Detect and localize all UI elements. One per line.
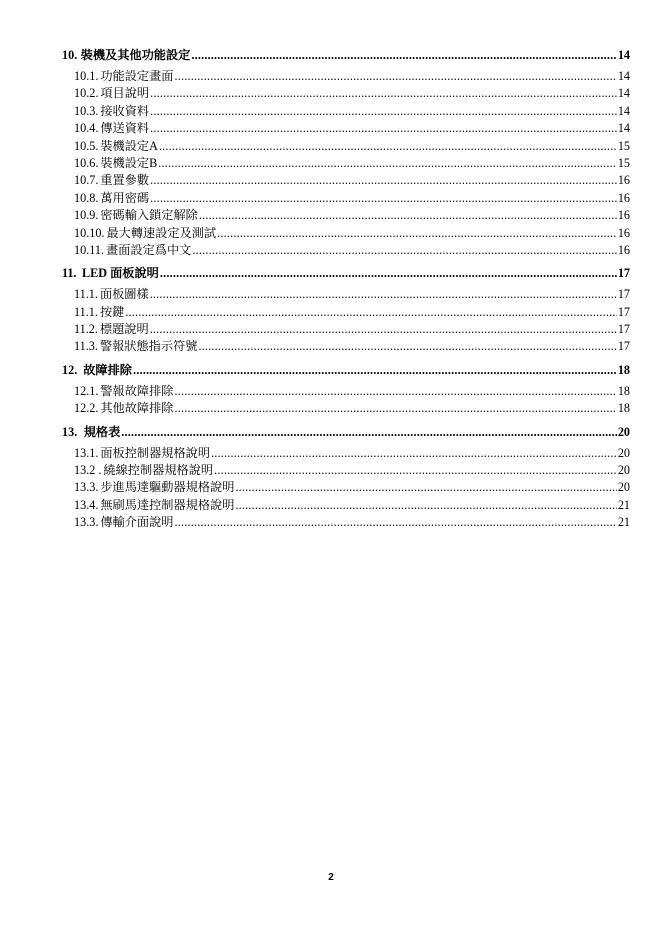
dot-leader — [175, 383, 617, 400]
section-page-number: 16 — [617, 242, 630, 257]
section-number: 10.2. — [74, 86, 99, 101]
section-number: 13.2 . — [74, 463, 102, 478]
dot-leader — [199, 207, 617, 224]
section-page-number: 20 — [617, 480, 630, 495]
section-number: 13.3. — [74, 515, 99, 530]
dot-leader — [125, 304, 617, 321]
section-title: 傳送資料 — [100, 121, 150, 136]
section-number: 10.6. — [74, 155, 99, 170]
section-page-number: 21 — [617, 515, 630, 530]
dot-leader — [159, 138, 617, 155]
section-number: 13.4. — [74, 497, 99, 512]
toc-section-entry[interactable] — [62, 207, 630, 224]
section-page-number: 14 — [617, 86, 630, 101]
dot-leader — [150, 172, 617, 189]
section-page-number: 18 — [617, 401, 630, 416]
chapter-page-number: 14 — [617, 48, 630, 62]
section-page-number: 20 — [617, 463, 630, 478]
dot-leader — [211, 445, 617, 462]
section-number: 10.7. — [74, 173, 99, 188]
section-title: 按鍵 — [99, 304, 125, 319]
section-title: 密碼輸入鎖定解除 — [100, 208, 198, 223]
dot-leader — [191, 46, 616, 64]
chapter-page-number: 17 — [617, 266, 630, 281]
dot-leader — [235, 497, 616, 514]
chapter-title: 裝機及其他功能設定 — [80, 48, 191, 62]
section-number: 11.2. — [74, 322, 98, 337]
toc-section-entry[interactable] — [62, 155, 630, 172]
chapter-page-number: 18 — [617, 362, 630, 377]
toc-section-entry[interactable] — [62, 242, 630, 259]
section-page-number: 17 — [617, 322, 630, 337]
dot-leader — [150, 321, 617, 338]
toc-section-entry[interactable] — [62, 120, 630, 137]
section-title: 無刷馬達控制器規格說明 — [100, 497, 235, 512]
section-page-number: 17 — [617, 287, 630, 302]
section-page-number: 15 — [617, 155, 630, 170]
chapter-number: 10. — [62, 48, 78, 62]
chapter-title: 規格表 — [83, 424, 121, 439]
chapter-number: 11. — [62, 266, 77, 281]
dot-leader — [150, 120, 617, 137]
dot-leader — [175, 68, 617, 85]
section-number: 13.1. — [74, 445, 99, 460]
section-title: 接收資料 — [100, 103, 150, 118]
dot-leader — [175, 514, 617, 531]
toc-section-entry[interactable] — [62, 383, 630, 400]
toc-section-entry[interactable] — [62, 286, 630, 303]
chapter-page-number: 20 — [617, 424, 630, 439]
section-page-number: 18 — [617, 383, 630, 398]
section-page-number: 14 — [617, 69, 630, 83]
toc-section-entry[interactable] — [62, 338, 630, 355]
toc-section-entry[interactable] — [62, 85, 630, 102]
section-number: 10.11. — [74, 242, 105, 257]
section-title: 萬用密碼 — [100, 190, 150, 205]
dot-leader — [133, 361, 617, 379]
dot-leader — [192, 242, 616, 259]
section-number: 13.3. — [74, 480, 99, 495]
section-title: 標題說明 — [99, 322, 149, 337]
toc-section-entry[interactable] — [62, 172, 630, 189]
section-number: 11.3. — [74, 339, 98, 354]
section-page-number: 14 — [617, 103, 630, 118]
section-title: 步進馬達驅動器規格說明 — [100, 480, 235, 495]
section-title: 最大轉速設定及測試 — [106, 225, 217, 240]
section-page-number: 14 — [617, 121, 630, 136]
section-number: 10.3. — [74, 103, 99, 118]
dot-leader — [160, 264, 617, 282]
section-page-number: 15 — [617, 138, 630, 153]
dot-leader — [150, 103, 617, 120]
toc-section-entry[interactable] — [62, 462, 630, 479]
section-title: 面板控制器規格說明 — [100, 445, 211, 460]
toc-section-entry[interactable] — [62, 304, 630, 321]
section-title: 畫面設定爲中文 — [106, 242, 192, 257]
section-title: 其他故障排除 — [100, 401, 174, 416]
section-page-number: 16 — [617, 225, 630, 240]
section-title: 功能設定畫面 — [100, 69, 174, 83]
section-number: 10.8. — [74, 190, 99, 205]
chapter-title: LED 面板說明 — [82, 266, 159, 281]
toc-chapter-entry[interactable] — [62, 361, 630, 379]
section-title: 繞線控制器規格說明 — [103, 463, 214, 478]
section-number: 11.1. — [74, 287, 98, 302]
toc-section-entry[interactable] — [62, 400, 630, 417]
toc-section-entry[interactable] — [62, 190, 630, 207]
section-page-number: 17 — [617, 304, 630, 319]
section-page-number: 16 — [617, 173, 630, 188]
section-number: 10.1. — [74, 69, 99, 83]
section-number: 12.2. — [74, 401, 99, 416]
section-page-number: 16 — [617, 190, 630, 205]
toc-section-entry[interactable] — [62, 497, 630, 514]
toc-section-entry[interactable] — [62, 445, 630, 462]
dot-leader — [175, 400, 617, 417]
section-title: 裝機設定A — [100, 138, 158, 153]
chapter-number: 13. — [62, 424, 78, 439]
section-title: 裝機設定B — [100, 155, 158, 170]
toc-section-entry[interactable] — [62, 103, 630, 120]
dot-leader — [198, 338, 616, 355]
section-number: 10.4. — [74, 121, 99, 136]
section-title: 警報狀態指示符號 — [99, 339, 198, 354]
section-number: 11.1. — [74, 304, 98, 319]
section-page-number: 20 — [617, 445, 630, 460]
section-page-number: 16 — [617, 208, 630, 223]
dot-leader — [217, 225, 617, 242]
section-page-number: 21 — [617, 497, 630, 512]
toc-section-entry[interactable] — [62, 514, 630, 531]
toc-section-entry[interactable] — [62, 225, 630, 242]
section-number: 10.10. — [74, 225, 105, 240]
chapter-title: 故障排除 — [83, 362, 132, 377]
dot-leader — [150, 286, 617, 303]
table-of-contents — [62, 46, 630, 532]
section-title: 項目說明 — [100, 86, 150, 101]
section-number: 10.5. — [74, 138, 99, 153]
section-title: 傳輸介面說明 — [100, 515, 174, 530]
page-number: 2 — [328, 872, 334, 883]
section-title: 面板圖樣 — [99, 287, 149, 302]
toc-section-entry[interactable] — [62, 479, 630, 496]
toc-section-entry[interactable] — [62, 68, 630, 85]
toc-chapter-entry[interactable] — [62, 264, 630, 282]
toc-chapter-entry[interactable] — [62, 46, 630, 64]
section-number: 12.1. — [74, 383, 99, 398]
section-page-number: 17 — [617, 339, 630, 354]
dot-leader — [150, 190, 617, 207]
dot-leader — [235, 479, 616, 496]
section-title: 重置參數 — [100, 173, 150, 188]
dot-leader — [214, 462, 617, 479]
dot-leader — [121, 423, 617, 441]
section-number: 10.9. — [74, 208, 99, 223]
toc-chapter-entry[interactable] — [62, 423, 630, 441]
section-title: 警報故障排除 — [100, 383, 174, 398]
dot-leader — [150, 85, 617, 102]
chapter-number: 12. — [62, 362, 78, 377]
toc-section-entry[interactable] — [62, 321, 630, 338]
dot-leader — [158, 155, 617, 172]
toc-section-entry[interactable] — [62, 138, 630, 155]
